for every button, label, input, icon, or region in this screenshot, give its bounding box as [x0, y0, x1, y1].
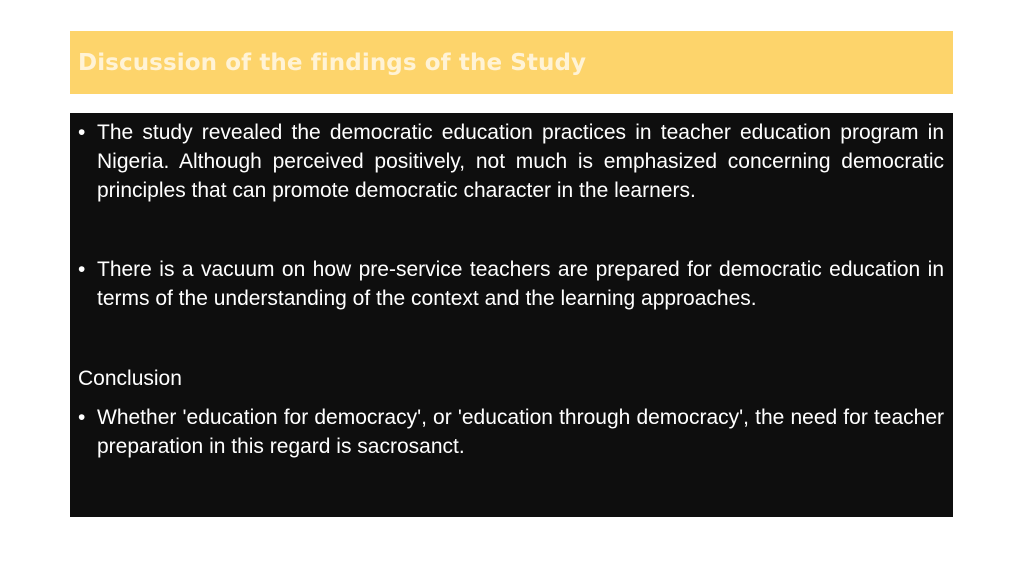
bullet-dot-icon: •: [78, 121, 86, 144]
conclusion-bullet-item: [78, 403, 944, 461]
spacer: [78, 205, 944, 255]
bullet-item-2: [78, 255, 944, 313]
slide-title: Discussion of the findings of the Study: [78, 49, 587, 76]
bullet-text-2: There is a vacuum on how pre-service teachers are prepared for democratic education in terms of the understanding of the context and the learning approaches.: [97, 258, 944, 310]
title-bar: [70, 31, 953, 94]
bullet-dot-icon: •: [78, 258, 86, 281]
content-box: [70, 113, 953, 517]
bullet-text-1: The study revealed the democratic education practices in teacher education program in Nigeria. Although perceived positively, not much is emphasized concerning democratic principles that can promote democratic character in the learners.: [97, 121, 944, 202]
bullet-item-1: [78, 118, 944, 205]
conclusion-heading: Conclusion: [78, 367, 182, 390]
bullet-dot-icon: •: [78, 406, 86, 429]
conclusion-bullet-text: Whether 'education for democracy', or 'education through democracy', the need for teacher preparation in this regard is sacrosanct.: [97, 406, 944, 458]
spacer: [78, 313, 944, 363]
